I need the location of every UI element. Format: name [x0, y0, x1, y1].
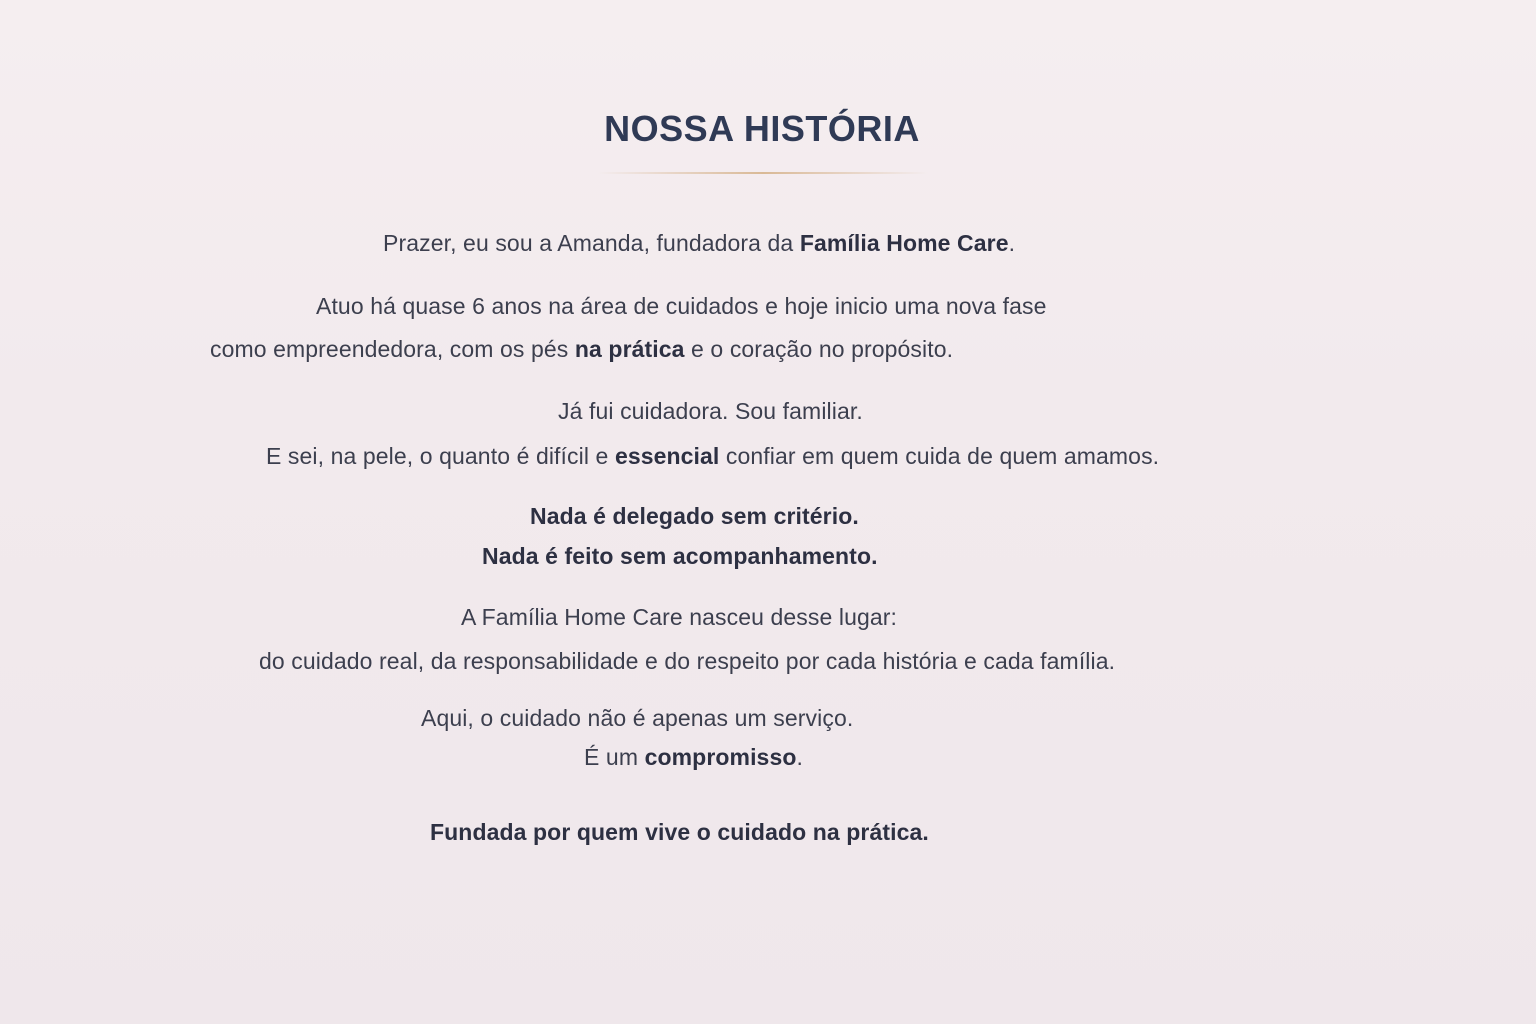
experience-line-2-pre: como empreendedora, com os pés: [210, 336, 575, 362]
page-title: NOSSA HISTÓRIA: [604, 108, 920, 149]
title-divider: [598, 172, 928, 174]
background-line-2-bold: essencial: [614, 443, 720, 469]
origin-line-1: A Família Home Care nasceu desse lugar:: [461, 604, 897, 630]
experience-line-2-post: e o coração no propósito.: [684, 336, 954, 362]
commitment-line-2-bold: compromisso: [644, 744, 797, 770]
intro-line: [383, 230, 1015, 257]
background-line-2-pre: E sei, na pele, o quanto é difícil e: [266, 443, 615, 469]
commitment-line-2-post: .: [796, 744, 803, 770]
background-line-1: Já fui cuidadora. Sou familiar.: [558, 398, 863, 424]
commitment-line-2-pre: É um: [584, 744, 645, 770]
brand-name: Família Home Care: [799, 230, 1009, 256]
intro-period: .: [1008, 230, 1016, 256]
principle-line-2: Nada é feito sem acompanhamento.: [482, 543, 878, 569]
experience-line-2-bold: na prática: [574, 336, 685, 362]
intro-text: Prazer, eu sou a Amanda, fundadora da: [383, 230, 800, 256]
commitment-line-1: Aqui, o cuidado não é apenas um serviço.: [421, 705, 854, 731]
origin-line-2: do cuidado real, da responsabilidade e do respeito por cada história e cada família.: [259, 648, 1116, 674]
principle-line-1: Nada é delegado sem critério.: [530, 503, 859, 529]
tagline: Fundada por quem vive o cuidado na prática.: [430, 819, 929, 845]
commitment-line-2: [584, 744, 803, 771]
experience-line-1: Atuo há quase 6 anos na área de cuidados e hoje inicio uma nova fase: [316, 293, 1047, 319]
experience-line-2: [210, 336, 953, 363]
background-line-2-post: confiar em quem cuida de quem amamos.: [719, 443, 1160, 469]
background-line-2: [266, 443, 1159, 470]
